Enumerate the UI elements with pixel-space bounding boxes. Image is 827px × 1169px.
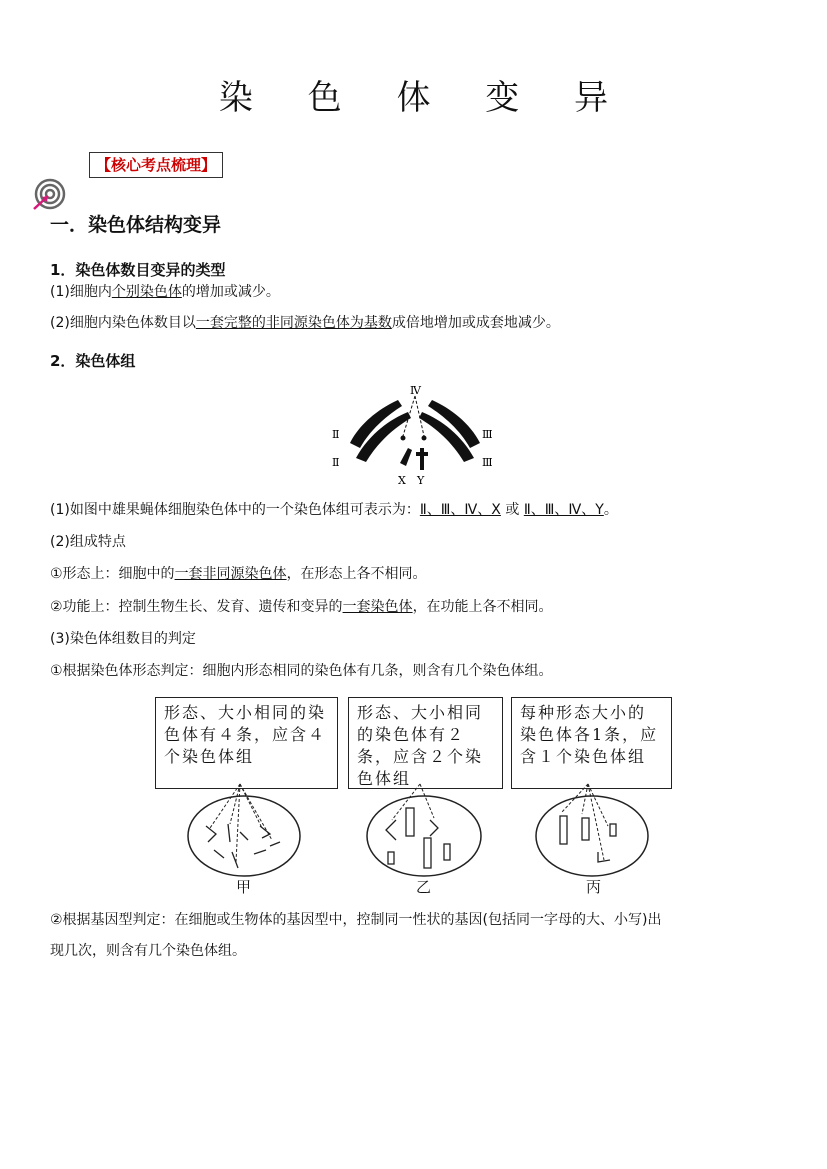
label-Y: Y bbox=[417, 474, 425, 487]
chromosome-figure bbox=[320, 378, 510, 488]
paragraph-9-line1: ②根据基因型判定：在细胞或生物体的基因型中，控制同一性状的基因(包括同一字母的大、小写)出 bbox=[50, 912, 662, 928]
box-yi: 形态、大小相同的染色体有２条，应含２个染色体组 bbox=[348, 697, 503, 789]
label-II-b: Ⅱ bbox=[332, 456, 340, 469]
label-III-a: Ⅲ bbox=[482, 428, 493, 441]
paragraph-6: ②功能上：控制生物生长、发育、遗传和变异的一套染色体，在功能上各不相同。 bbox=[50, 599, 553, 615]
caption-yi: 乙 bbox=[416, 878, 432, 896]
box-bing: 每种形态大小的染色体各1条，应含１个染色体组 bbox=[511, 697, 672, 789]
label-III-b: Ⅲ bbox=[482, 456, 493, 469]
cell-diagrams bbox=[180, 780, 680, 880]
label-IV: Ⅳ bbox=[410, 384, 421, 397]
section-tag: 【核心考点梳理】 bbox=[89, 152, 223, 178]
label-II-a: Ⅱ bbox=[332, 428, 340, 441]
page-title: 染 色 体 变 异 bbox=[218, 78, 631, 118]
paragraph-7: (3)染色体组数目的判定 bbox=[50, 631, 196, 647]
caption-bing: 丙 bbox=[586, 878, 602, 896]
paragraph-5: ①形态上：细胞中的一套非同源染色体，在形态上各不相同。 bbox=[50, 566, 427, 582]
paragraph-2: (2)细胞内染色体数目以一套完整的非同源染色体为基数成倍地增加或成套地减少。 bbox=[50, 315, 560, 331]
paragraph-3: (1)如图中雄果蝇体细胞染色体中的一个染色体组可表示为：Ⅱ、Ⅲ、Ⅳ、X 或 Ⅱ、Ⅲ、Ⅳ、Y。 bbox=[50, 502, 618, 518]
paragraph-1: (1)细胞内个别染色体的增加或减少。 bbox=[50, 284, 280, 300]
section-heading: 一．染色体结构变异 bbox=[50, 214, 222, 236]
label-X: X bbox=[398, 474, 406, 487]
paragraph-8: ①根据染色体形态判定：细胞内形态相同的染色体有几条，则含有几个染色体组。 bbox=[50, 663, 553, 679]
caption-jia: 甲 bbox=[236, 878, 252, 896]
target-icon bbox=[30, 178, 66, 212]
paragraph-9-line2: 现几次，则含有几个染色体组。 bbox=[50, 943, 246, 959]
subheading-2: 2．染色体组 bbox=[50, 352, 136, 370]
box-jia: 形态、大小相同的染色体有４条，应含４个染色体组 bbox=[155, 697, 338, 789]
subheading-1: 1．染色体数目变异的类型 bbox=[50, 261, 226, 279]
paragraph-4: (2)组成特点 bbox=[50, 534, 126, 550]
